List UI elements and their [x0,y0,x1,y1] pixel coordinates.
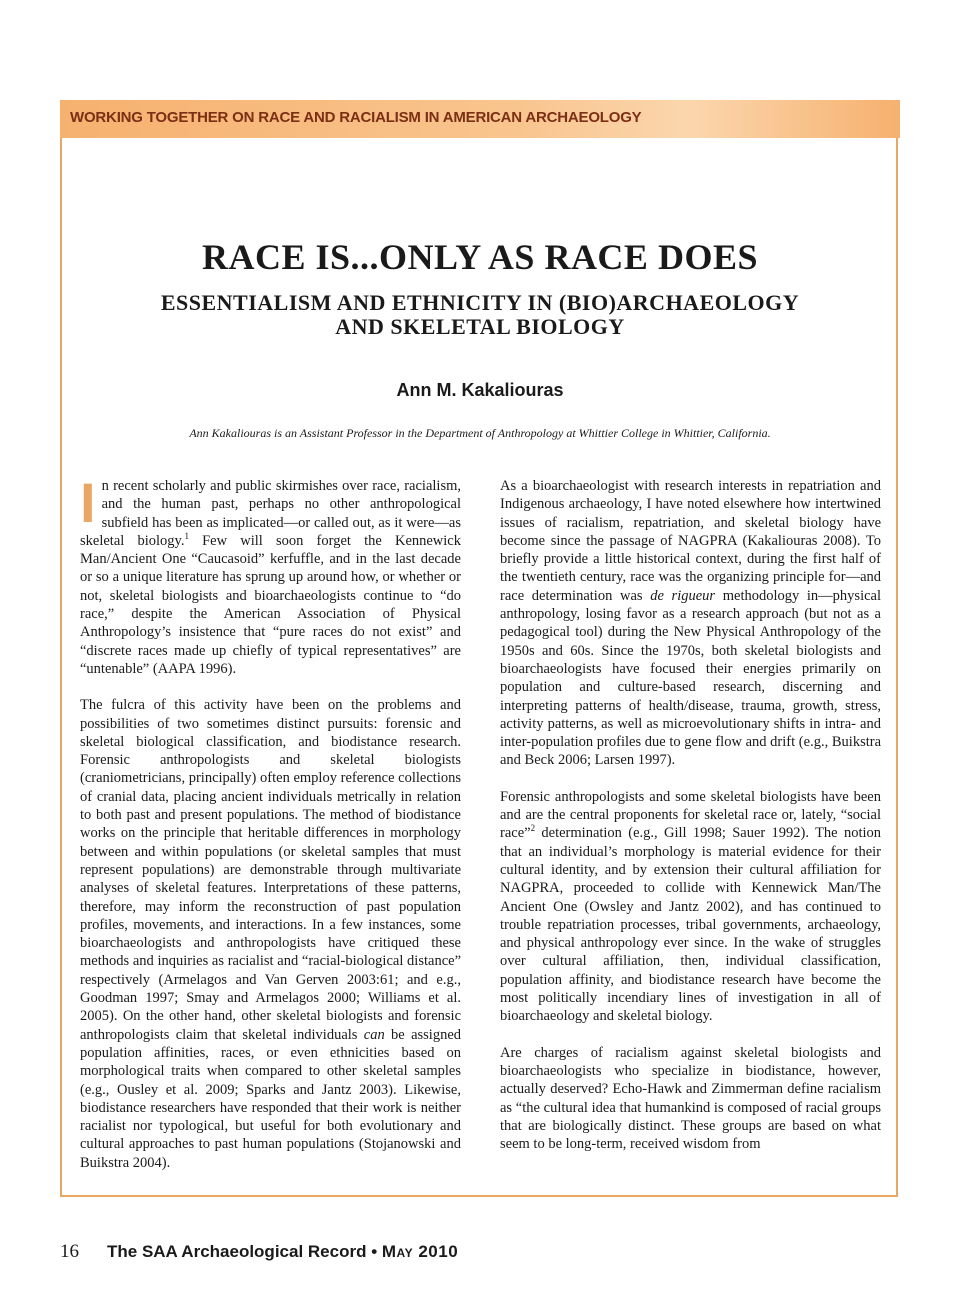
emphasis: de rigueur [650,587,716,604]
footer-bullet: • [371,1242,378,1261]
text-run: be assigned population affinities, races, or even ethnicities based on morphological traits when compared to other skeletal samples (e.g., Ousley et al. 2009; Sparks and Jantz 2003). Likewise, biodistance researchers have responded that their work is neither racialist nor typological, but useful for both evolutionary and cultural approaches to past human populations (Stojanowski and Buikstra 2004). [80,1026,462,1171]
drop-cap: I [80,471,96,534]
text-run: The fulcra of this activity have been on the problems and possibilities of two sometimes distinct pursuits: forensic and skeletal biological classification, and biodistance research. Forensic anthropologists and skeletal biologists (craniometricians, principally) often employ reference collections of cranial data, placing ancient individuals metrically in relation to both past and present populations. The method of biodistance works on the principle that heritable differences in morphology between and within populations (or skeletal samples that must represent populations) are demonstrable through multivariate analyses of skeletal features. Interpretations of these patterns, therefore, may inform the reconstruction of past population profiles, movements, and interactions. In a few instances, some bioarchaeologists and anthropologists have critiqued these methods and inquiries as racialist and “racial-biological distance” respectively (Armelagos and Van Gerven 2003:61; and e.g., Goodman 1997; Smay and Armelagos 2000; Williams et al. 2005). On the other hand, other skeletal biologists and forensic anthropologists claim that skeletal individuals [80,697,461,1043]
paragraph [500,477,881,770]
text-run: n recent scholarly and public skirmishes over race, racialism, and the human past, perhaps no other anthropological subfield has been as implicated—or called out, as it were—as skeletal biology. [80,478,461,549]
text-run: Few will soon forget the Kennewick Man/Ancient One “Caucasoid” kerfuffle, and in the last decade or so a unique literature has sprung up around how, or whether or not, skeletal biologists and bioarchaeologists continue to “do race,” despite the American Association of Physical Anthropology’s insistence that “pure races do not exist” and “discrete races made up chiefly of typical representatives” are “untenable” (AAPA 1996). [80,532,461,677]
text-run: As a bioarchaeologist with research interests in repatriation and Indigenous archaeology, I have noted elsewhere how intertwined issues of racialism, repatriation, and skeletal biology have become since the passage of NAGPRA (Kakaliouras 2008). To briefly provide a little historical context, during the first half of the twentieth century, race was the organizing principle for—and race determination was [500,478,881,604]
section-banner [60,100,900,138]
paragraph [80,696,461,1172]
section-banner-text: WORKING TOGETHER ON RACE AND RACIALISM IN AMERICAN ARCHAEOLOGY [70,109,642,126]
author-affiliation: Ann Kakaliouras is an Assistant Professor in the Department of Anthropology at Whittier College in Whittier, California. [189,426,771,440]
text-run: determination (e.g., Gill 1998; Sauer 1992). The notion that an individual’s morphology is material evidence for their cultural identity, and by extension their cultural affiliation for NAGPRA, proceeded to collide with Kennewick Man/The Ancient One (Owsley and Jantz 2002), and has continued to trouble repatriation processes, tribal governments, archaeology, and physical anthropology ever since. In the wake of struggles over cultural affiliation, then, individual classification, population affinity, and biodistance research have become the most politically incendiary lines of investigation in all of bioarchaeology and skeletal biology. [500,825,881,1025]
paragraph [500,788,881,1026]
article-subtitle-line2: AND SKELETAL BIOLOGY [335,314,625,339]
issue-date: May 2010 [381,1242,459,1261]
page-number: 16 [60,1241,79,1262]
article-title: RACE IS...ONLY AS RACE DOES [202,237,758,277]
text-run: Forensic anthropologists and some skeletal biologists have been and are the central proponents for skeletal race or, lately, “social race” [500,788,881,842]
paragraph: Are charges of racialism against skeletal biologists and bioarchaeologists who specialize in biodistance, however, actually deserved? Echo-Hawk and Zimmerman define racialism as “the cultural idea that humankind is composed of racial groups that are biologically distinct. These groups are based on what seem to be long-term, received wisdom from [500,1044,881,1153]
emphasis: can [363,1026,385,1043]
text-run: methodology in—physical anthropology, losing favor as a research approach (but not as a pedagogical tool) during the New Physical Anthropology of the 1950s and 60s. Since the 1970s, both skeletal biologists and bioarchaeologists have focused their energies primarily on population and culture-based research, discerning and interpreting patterns of health/disease, trauma, growth, stress, activity patterns, as well as microevolutionary shifts in intra- and inter-population profiles due to gene flow and drift (e.g., Buikstra and Beck 2006; Larsen 1997). [500,587,882,769]
right-column [500,477,881,1153]
article-subtitle-line1: ESSENTIALISM AND ETHNICITY IN (BIO)ARCHAEOLOGY [160,290,800,315]
publication-name: The SAA Archaeological Record [107,1242,367,1261]
footnote-ref: 1 [184,531,189,542]
footnote-ref: 2 [530,823,536,834]
page-footer [60,1241,458,1263]
article-subtitle [60,291,900,339]
author-name: Ann M. Kakaliouras [396,380,564,400]
paragraph [80,471,461,678]
left-column [80,471,462,1172]
